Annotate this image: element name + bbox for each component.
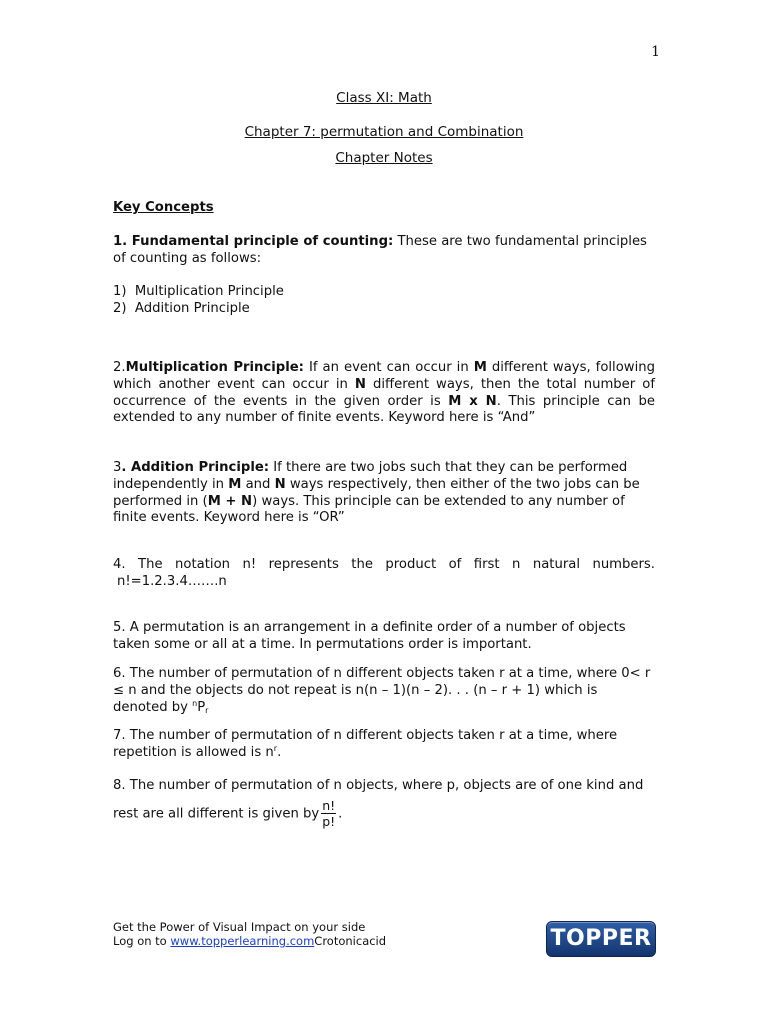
- item-2-m: M: [473, 360, 487, 375]
- item-8-period: .: [338, 806, 343, 822]
- item-2: [113, 360, 655, 427]
- footer-suffix: Crotonicacid: [314, 934, 387, 948]
- item-3-text-3: ) ways. This principle can be extended to any number of finite events. Keyword here is “OR”: [113, 493, 625, 526]
- page-number: 1: [651, 44, 660, 60]
- notes-title: Chapter Notes: [335, 150, 433, 166]
- key-concepts-heading: Key Concepts: [113, 200, 214, 215]
- fraction-numerator: n!: [322, 798, 336, 813]
- item-4: [113, 557, 655, 591]
- item-6: [113, 666, 655, 716]
- item-3-label: . Addition Principle:: [121, 460, 270, 475]
- topperlearning-link[interactable]: www.topperlearning.com: [170, 934, 315, 948]
- list-item: 2) Addition Principle: [113, 300, 250, 316]
- item-1: [113, 234, 655, 268]
- item-8: [113, 774, 655, 829]
- item-2-text-1: If an event can occur in: [308, 360, 469, 375]
- item-3-n: N: [274, 476, 286, 492]
- item-2-text-4: . This principle can be extended to any number of finite events. Keyword here is “And”: [113, 393, 655, 426]
- fraction: [321, 798, 336, 829]
- item-8-text: 8. The number of permutation of n objects, where p, objects are of one kind and rest are all different is given by: [113, 778, 644, 822]
- item-3-and: and: [245, 476, 271, 492]
- item-4-formula: n!=1.2.3.4…….n: [117, 573, 227, 589]
- item-6-text: 6. The number of permutation of n different objects taken r at a time, where 0< r ≤ n and the objects do not repeat is n(n – 1)(n – 2). . . (n – r + 1) which is denoted by: [113, 666, 651, 715]
- item-3-m: M: [228, 476, 242, 492]
- principles-list: [113, 284, 655, 318]
- item-3: [113, 460, 655, 527]
- item-2-text-2: different ways, following which another event can occur in: [113, 360, 655, 392]
- chapter-title: Chapter 7: permutation and Combination: [244, 124, 524, 140]
- list-item: 1) Multiplication Principle: [113, 284, 284, 299]
- item-1-label: 1. Fundamental principle of counting:: [113, 234, 394, 249]
- footer: [113, 920, 386, 948]
- fraction-denominator: p!: [322, 814, 336, 829]
- item-5: [113, 620, 655, 654]
- item-2-product: M x N: [448, 393, 497, 409]
- item-3-text-2: ways respectively, then either of the two jobs can be performed in (: [113, 476, 640, 509]
- item-4-text: 4. The notation n! represents the product of first n natural numbers.: [113, 557, 655, 572]
- footer-logon-line: [113, 934, 386, 948]
- npr-superscript: n: [192, 698, 198, 708]
- npr-notation: [192, 700, 208, 715]
- item-2-label: Multiplication Principle:: [125, 360, 304, 375]
- item-1-text: These are two fundamental principles of counting as follows:: [113, 234, 647, 266]
- item-7: [113, 728, 655, 762]
- item-2-number: 2.: [113, 360, 126, 375]
- npr-p: P: [197, 699, 206, 715]
- item-5-text: 5. A permutation is an arrangement in a definite order of a number of objects taken some or all at a time. In permutations order is important.: [113, 620, 626, 652]
- item-7-text: 7. The number of permutation of n different objects taken r at a time, where repetition is allowed is n: [113, 728, 618, 760]
- item-7-superscript: r: [273, 743, 278, 753]
- item-3-text-1: If there are two jobs such that they can be performed independently in: [113, 460, 628, 492]
- item-7-period: .: [277, 744, 282, 760]
- footer-logon-prefix: Log on to: [113, 934, 167, 948]
- section-heading: [113, 200, 655, 217]
- item-3-number: 3: [113, 460, 122, 475]
- class-title: Class XI: Math: [336, 90, 432, 106]
- item-2-n: N: [354, 376, 366, 392]
- topper-logo: TOPPER: [546, 921, 656, 957]
- npr-subscript: r: [205, 705, 209, 715]
- item-2-text-3: different ways, then the total number of occurrence of the events in the given order is: [113, 376, 655, 409]
- footer-tagline: Get the Power of Visual Impact on your side: [113, 920, 366, 934]
- item-3-sum: M + N: [207, 493, 253, 509]
